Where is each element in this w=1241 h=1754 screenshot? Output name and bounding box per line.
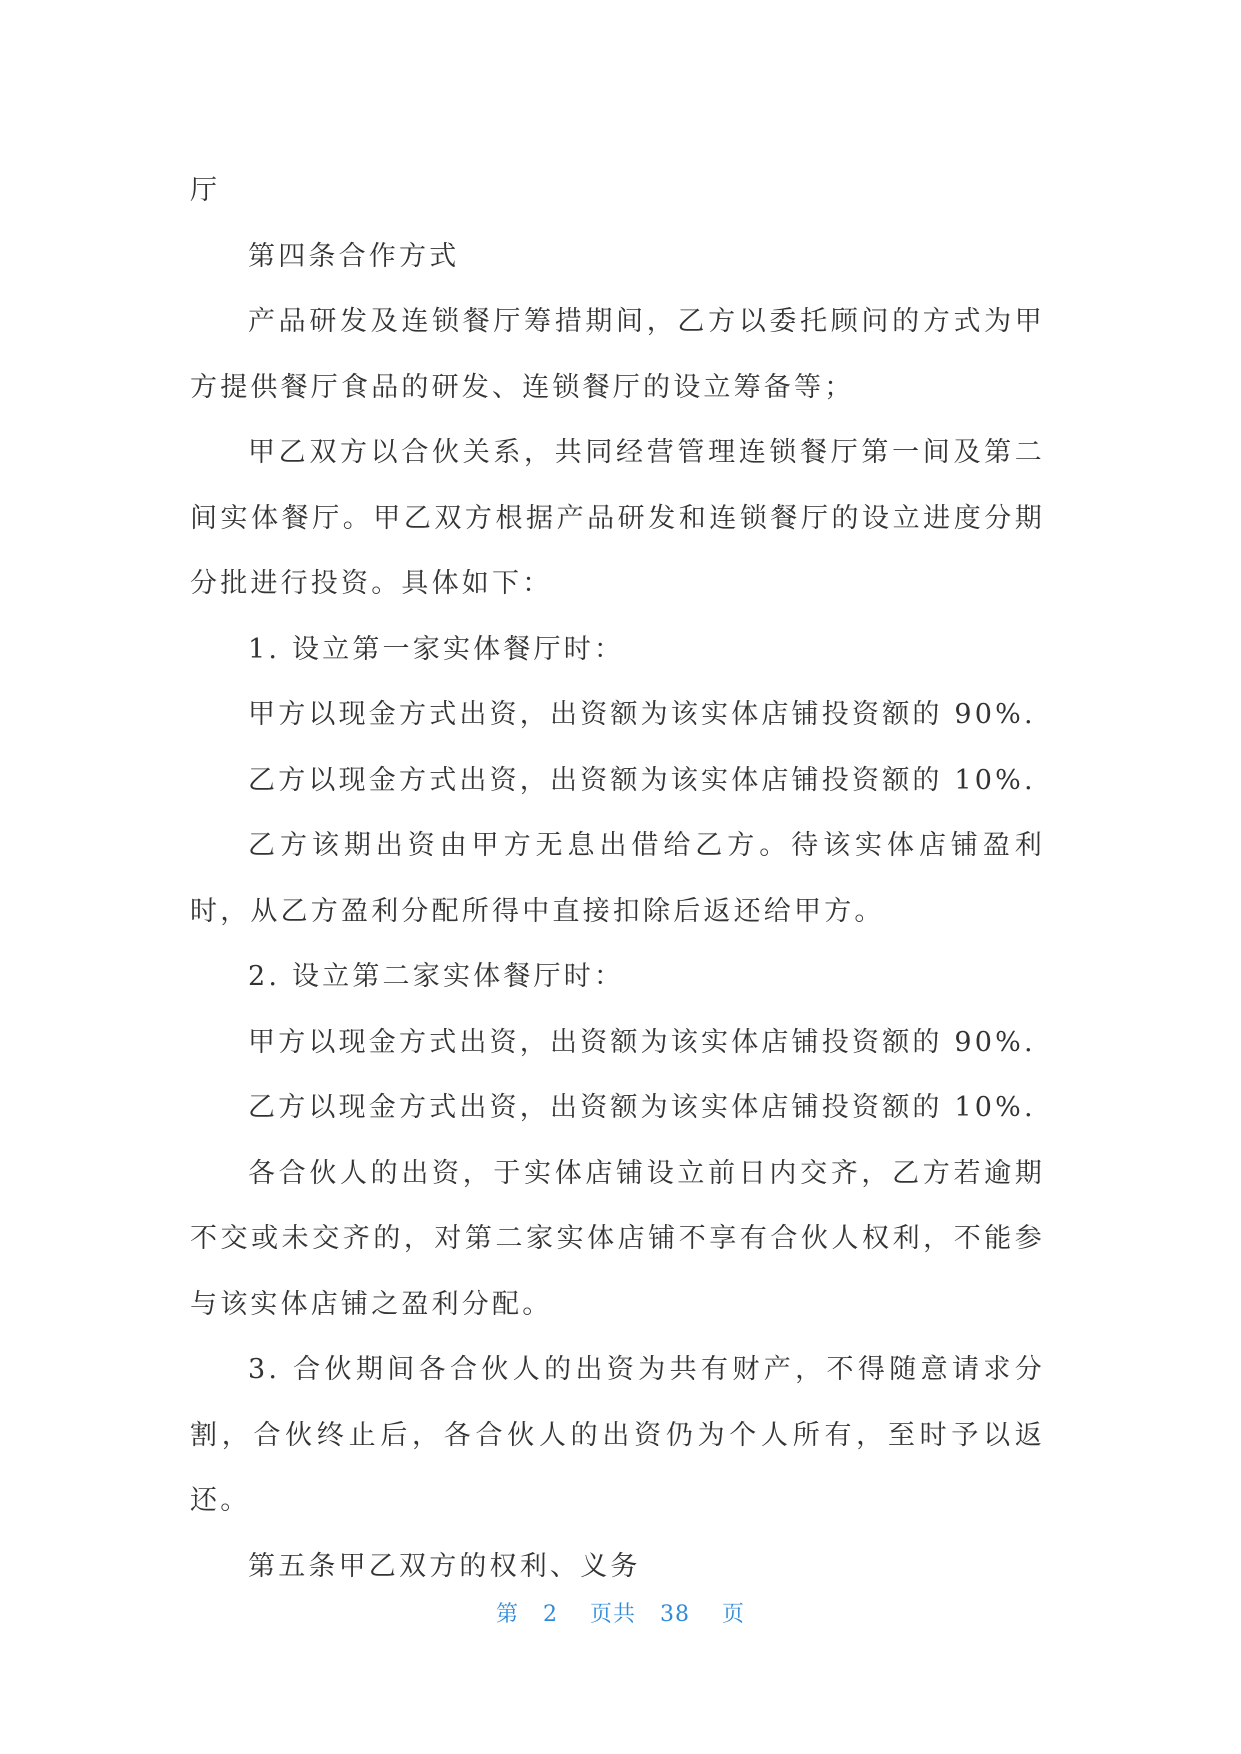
paragraph: 甲方以现金方式出资，出资额为该实体店铺投资额的 90%. (248, 699, 1036, 730)
section-heading: 第五条甲乙双方的权利、义务 (248, 1550, 641, 1582)
paragraph: 厅 (190, 175, 221, 206)
paragraph: 乙方以现金方式出资，出资额为该实体店铺投资额的 10%. (248, 764, 1036, 796)
footer-middle: 页共 (589, 1602, 636, 1627)
paragraph: 甲乙双方以合伙关系，共同经营管理连锁餐厅第一间及第二间实体餐厅。甲乙双方根据产品研发和连锁餐厅的设立进度分期分批进行投资。具体如下： (190, 437, 1045, 599)
footer-prefix: 第 (496, 1602, 520, 1627)
current-page-number: 2 (543, 1602, 558, 1627)
paragraph: 甲方以现金方式出资，出资额为该实体店铺投资额的 90%. (248, 1026, 1036, 1058)
paragraph: 乙方以现金方式出资，出资额为该实体店铺投资额的 10%. (248, 1092, 1036, 1123)
paragraph: 各合伙人的出资，于实体店铺设立前日内交齐，乙方若逾期不交或未交齐的，对第二家实体店铺不享有合伙人权利，不能参与该实体店铺之盈利分配。 (190, 1157, 1045, 1320)
footer-suffix: 页 (721, 1602, 745, 1627)
document-body (190, 158, 1045, 1599)
list-item: 2. 设立第二家实体餐厅时： (248, 961, 625, 992)
paragraph: 产品研发及连锁餐厅筹措期间，乙方以委托顾问的方式为甲方提供餐厅食品的研发、连锁餐厅的设立筹备等； (190, 306, 1045, 403)
section-heading: 第四条合作方式 (248, 240, 460, 272)
list-item: 1. 设立第一家实体餐厅时： (248, 633, 625, 665)
paragraph: 乙方该期出资由甲方无息出借给乙方。待该实体店铺盈利时，从乙方盈利分配所得中直接扣除后返还给甲方。 (190, 830, 1045, 927)
page-footer (0, 1597, 1241, 1628)
list-item: 3. 合伙期间各合伙人的出资为共有财产，不得随意请求分割，合伙终止后，各合伙人的出资仍为个人所有，至时予以返还。 (190, 1354, 1045, 1516)
total-pages-number: 38 (659, 1602, 690, 1627)
